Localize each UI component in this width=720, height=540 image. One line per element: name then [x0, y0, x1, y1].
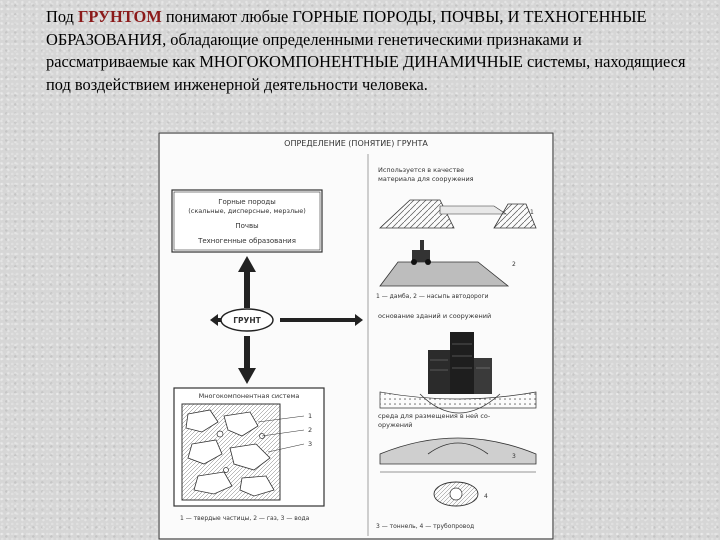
- rock-types-line3: Почвы: [235, 222, 259, 230]
- medium-heading-line2: оружений: [378, 421, 413, 429]
- intro-text-rest: понимают любые ГОРНЫЕ ПОРОДЫ, ПОЧВЫ, И ТЕХНОГЕННЫЕ ОБРАЗОВАНИЯ, обладающие определенными генетическими признаками и рассматриваемые как МНОГОКОМПОНЕНТНЫЕ ДИНАМИЧНЫЕ системы, находящиеся под воздействием инженерной деятельности человека.: [46, 7, 686, 94]
- center-label: ГРУНТ: [233, 316, 261, 325]
- multicomponent-title: Многокомпонентная система: [198, 392, 300, 400]
- tunnel-mark: 3: [512, 453, 516, 460]
- multicomponent-box: [174, 388, 324, 522]
- building-tall-icon: [428, 350, 450, 394]
- multicomponent-mark-2: 2: [308, 426, 313, 434]
- material-heading-line2: материала для сооружения: [378, 175, 474, 183]
- material-heading-line1: Используется в качестве: [378, 166, 465, 174]
- intro-text-start: Под: [46, 7, 78, 26]
- rock-types-line4: Техногенные образования: [198, 237, 296, 245]
- dam-mark: 1: [530, 209, 534, 216]
- intro-keyword: ГРУНТОМ: [78, 7, 162, 26]
- multicomponent-mark-3: 3: [308, 440, 313, 448]
- rock-types-box: [172, 190, 322, 252]
- rock-types-line2: (скальные, дисперсные, мерзлые): [188, 207, 306, 215]
- multicomponent-legend: 1 — твердые частицы, 2 — газ, 3 — вода: [180, 515, 310, 522]
- pipeline-mark: 4: [484, 493, 488, 500]
- material-caption: 1 — дамба, 2 — насыпь автодороги: [376, 293, 489, 300]
- building-low-icon: [474, 358, 492, 394]
- rock-types-line1: Горные породы: [218, 198, 276, 206]
- medium-heading-line1: среда для размещения в ней со-: [378, 412, 491, 420]
- soil-definition-figure: [158, 132, 554, 540]
- building-tower-icon: [450, 332, 474, 394]
- reservoir-shape: [440, 206, 506, 214]
- vehicle-stack-icon: [420, 240, 424, 250]
- multicomponent-mark-1: 1: [308, 412, 313, 420]
- road-mark: 2: [512, 261, 516, 268]
- foundation-heading: основание зданий и сооружений: [378, 312, 492, 320]
- intro-paragraph: [46, 6, 706, 96]
- figure-title: ОПРЕДЕЛЕНИЕ (ПОНЯТИЕ) ГРУНТА: [284, 139, 428, 148]
- medium-caption: 3 — тоннель, 4 — трубопровод: [376, 523, 475, 530]
- figure-svg: [158, 132, 554, 540]
